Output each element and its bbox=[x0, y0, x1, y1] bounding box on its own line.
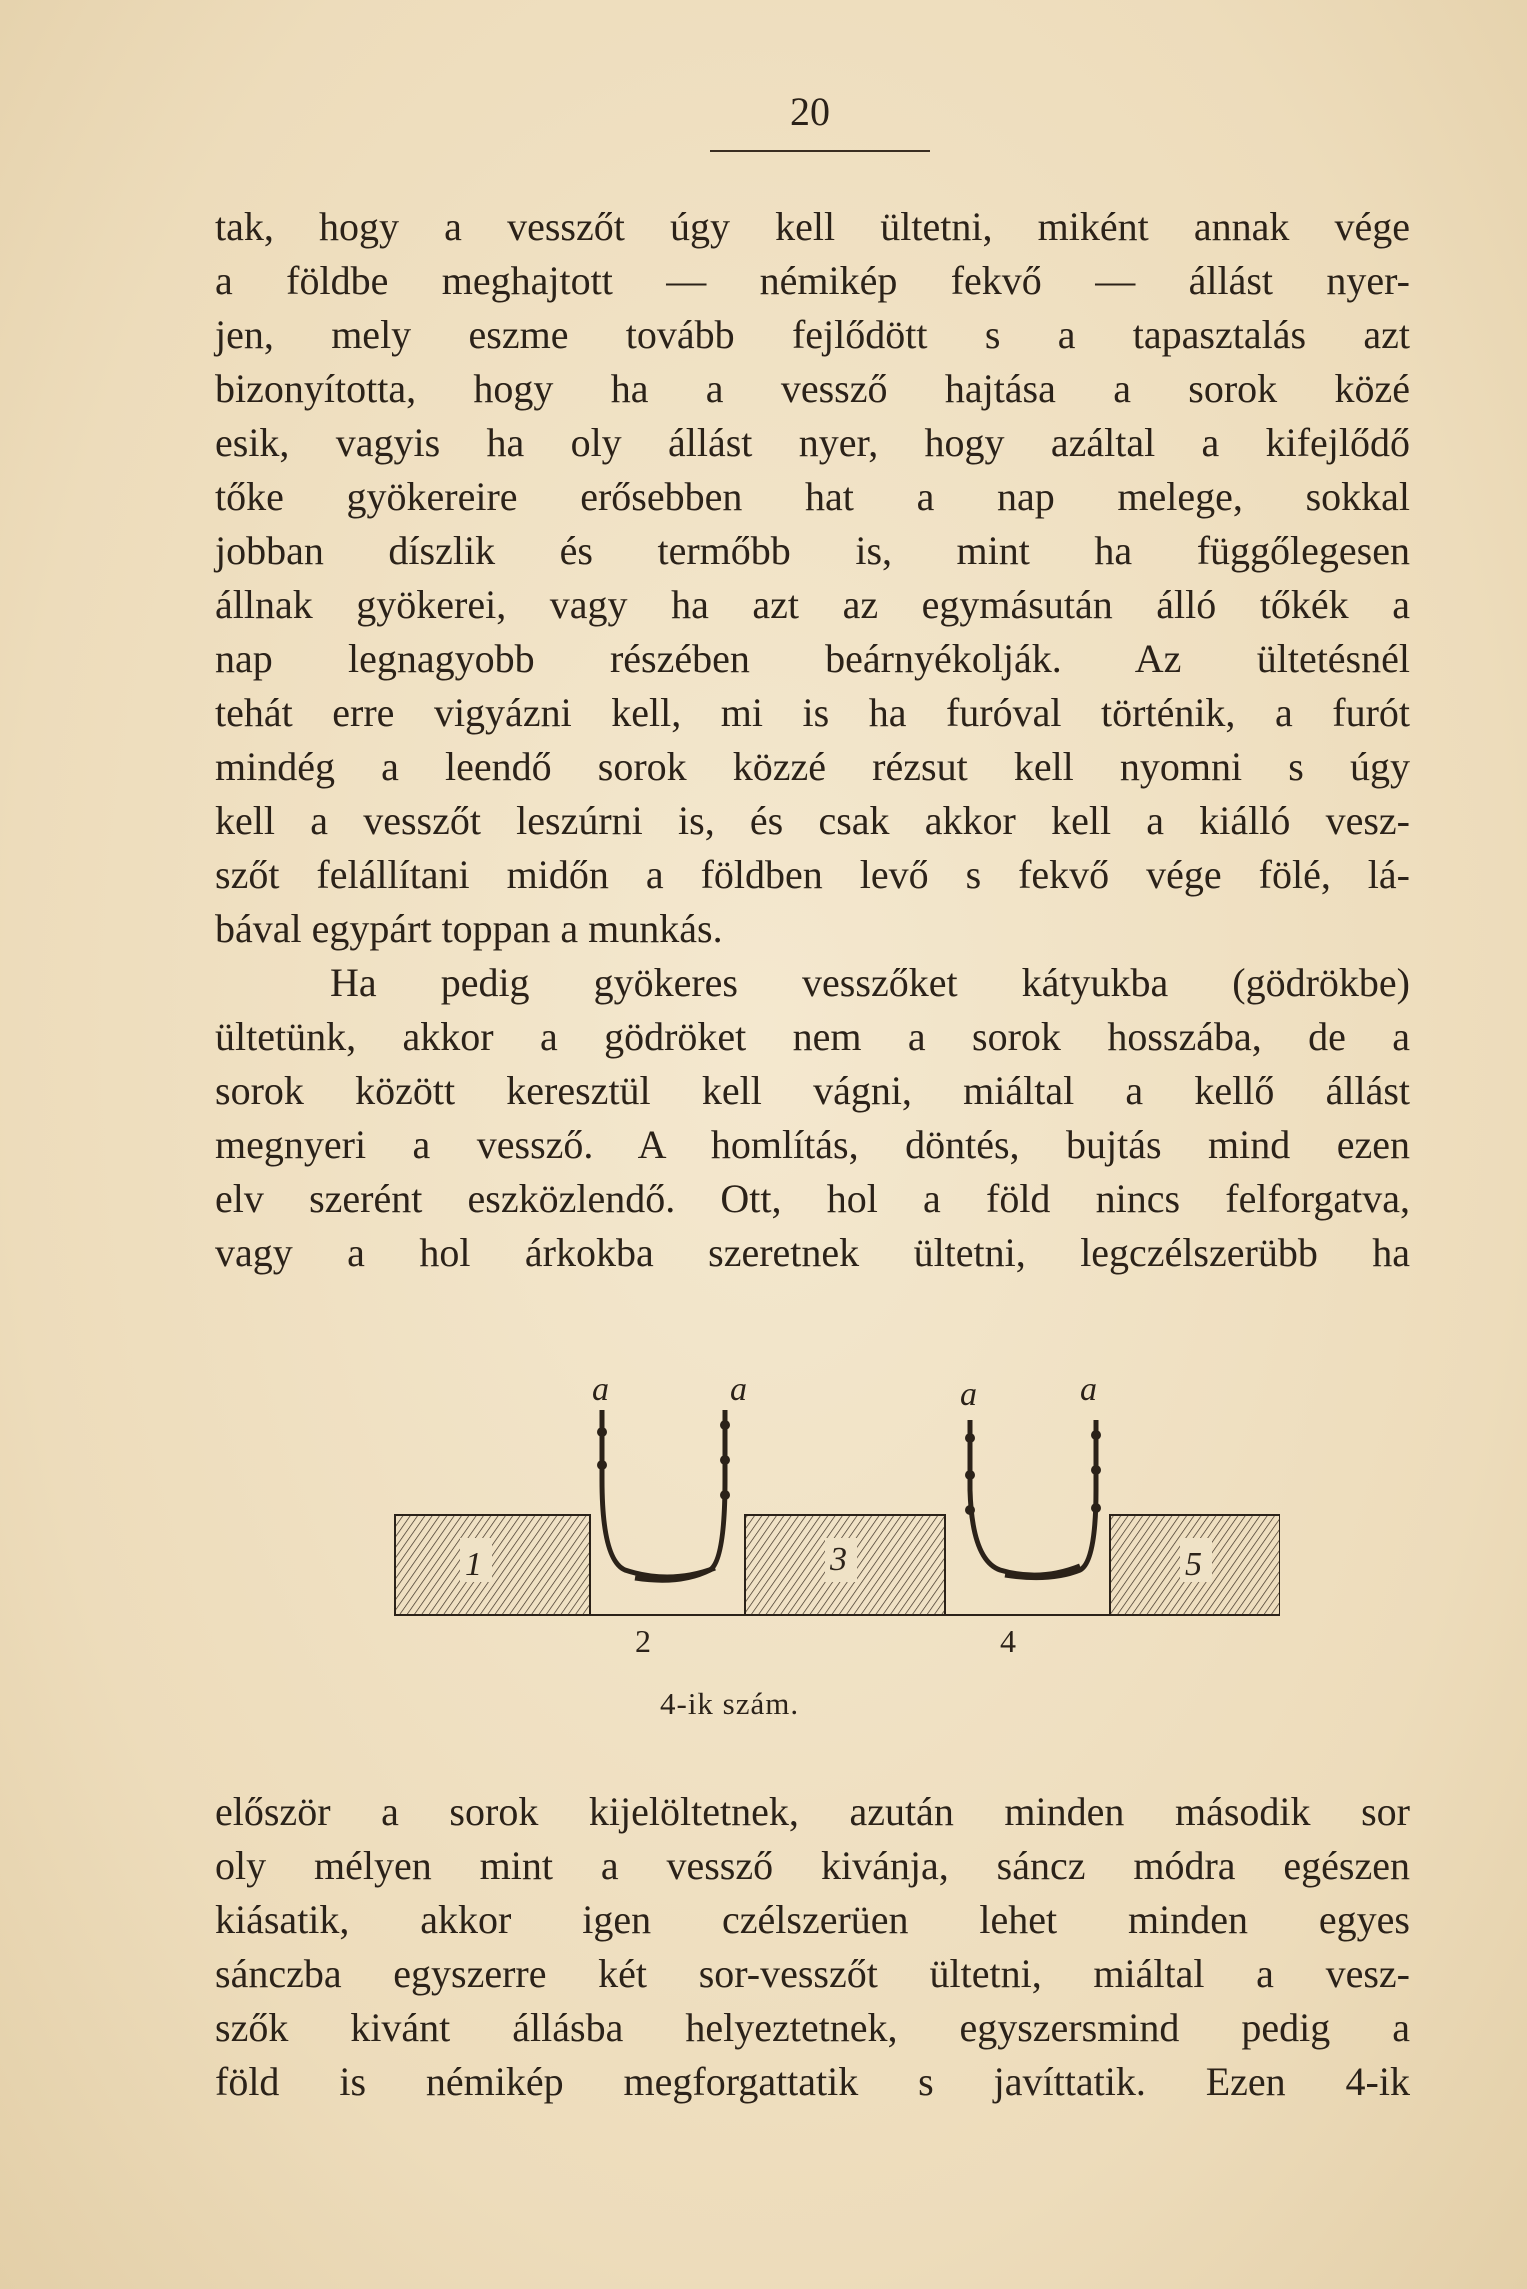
text-line: Ha pedig gyökeres vesszőket kátyukba (gödrökbe) bbox=[330, 960, 1410, 1005]
label-trench-2: 2 bbox=[635, 1623, 651, 1659]
header-rule bbox=[710, 150, 930, 152]
text-line: megnyeri a vessző. A homlítás, döntés, bujtás mind ezen bbox=[215, 1122, 1410, 1167]
label-a: a bbox=[960, 1376, 977, 1413]
label-block-1: 1 bbox=[465, 1546, 482, 1583]
text-line: tak, hogy a vesszőt úgy kell ültetni, miként annak vége bbox=[215, 204, 1410, 249]
vine-cane bbox=[602, 1410, 715, 1577]
page-number: 20 bbox=[790, 89, 830, 134]
main-text-bottom bbox=[215, 1785, 1410, 2109]
vine-cane bbox=[635, 1410, 725, 1580]
text-line: vagy a hol árkokba szeretnek ültetni, legczélszerübb ha bbox=[215, 1230, 1410, 1275]
text-line: sorok között keresztül kell vágni, miáltal a kellő állást bbox=[215, 1068, 1410, 1113]
main-text-top bbox=[215, 200, 1410, 1280]
text-line: szőt felállítani midőn a földben levő s fekvő vége fölé, lá- bbox=[215, 852, 1410, 897]
text-line: tőke gyökereire erősebben hat a nap melege, sokkal bbox=[215, 474, 1410, 519]
text-line: jobban díszlik és termőbb is, mint ha függőlegesen bbox=[215, 528, 1410, 573]
label-trench-4: 4 bbox=[1000, 1623, 1016, 1659]
trench-planting-figure bbox=[380, 1370, 1280, 1730]
label-block-3: 3 bbox=[830, 1541, 847, 1578]
vine-cane bbox=[1005, 1420, 1096, 1578]
text-line: oly mélyen mint a vessző kivánja, sáncz módra egészen bbox=[215, 1843, 1410, 1888]
text-line: föld is némikép megforgattatik s javíttatik. Ezen 4-ik bbox=[215, 2059, 1410, 2104]
label-a: a bbox=[592, 1371, 609, 1408]
text-line: kiásatik, akkor igen czélszerüen lehet minden egyes bbox=[215, 1897, 1410, 1942]
text-line: jen, mely eszme tovább fejlődött s a tapasztalás azt bbox=[215, 312, 1410, 357]
text-line: esik, vagyis ha oly állást nyer, hogy azáltal a kifejlődő bbox=[215, 420, 1410, 465]
text-line: bával egypárt toppan a munkás. bbox=[215, 906, 723, 951]
label-block-5: 5 bbox=[1185, 1546, 1202, 1583]
text-line: ültetünk, akkor a gödröket nem a sorok hosszába, de a bbox=[215, 1014, 1410, 1059]
text-line: kell a vesszőt leszúrni is, és csak akkor kell a kiálló vesz- bbox=[215, 798, 1410, 843]
text-line: állnak gyökerei, vagy ha azt az egymásután álló tőkék a bbox=[215, 582, 1410, 627]
text-line: sánczba egyszerre két sor-vesszőt ültetni, miáltal a vesz- bbox=[215, 1951, 1410, 1996]
label-a: a bbox=[730, 1371, 747, 1408]
figure-caption: 4-ik szám. bbox=[660, 1686, 800, 1721]
text-line: tehát erre vigyázni kell, mi is ha furóval történik, a furót bbox=[215, 690, 1410, 735]
text-line: először a sorok kijelöltetnek, azután minden második sor bbox=[215, 1789, 1410, 1834]
text-line: bizonyította, hogy ha a vessző hajtása a sorok közé bbox=[215, 366, 1410, 411]
label-a: a bbox=[1080, 1371, 1097, 1408]
soil-block-1 bbox=[395, 1515, 590, 1615]
text-line: elv szerént eszközlendő. Ott, hol a föld nincs felforgatva, bbox=[215, 1176, 1410, 1221]
text-line: szők kivánt állásba helyeztetnek, egyszersmind pedig a bbox=[215, 2005, 1410, 2050]
text-line: nap legnagyobb részében beárnyékolják. Az ültetésnél bbox=[215, 636, 1410, 681]
vine-cane bbox=[970, 1420, 1080, 1575]
text-line: a földbe meghajtott — némikép fekvő — állást nyer- bbox=[215, 258, 1410, 303]
text-line: mindég a leendő sorok közzé rézsut kell nyomni s úgy bbox=[215, 744, 1410, 789]
